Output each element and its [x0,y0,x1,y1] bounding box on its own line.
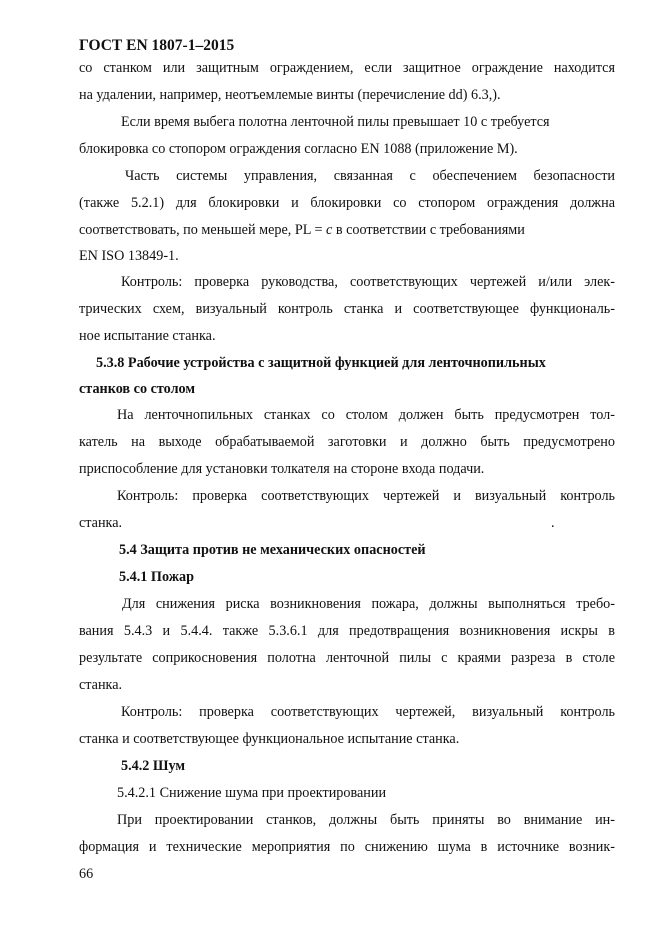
text-line: Часть системы управления, связанная с обеспечением безопасности [125,168,615,184]
text-line: станка и соответствующее функциональное испытание станка. [79,731,460,747]
text-line: EN ISO 13849-1. [79,248,179,264]
text-line: ное испытание станка. [79,328,216,344]
text-line: на удалении, например, неотъемлемые винты (перечисление dd) 6.3,). [79,87,501,103]
text-line: станка. [79,677,123,693]
text-line: со станком или защитным ограждением, если защитное ограждение находится [79,60,615,76]
text-line: приспособление для установки толкателя на стороне входа подачи. [79,461,485,477]
section-heading: станков со столом [79,381,196,397]
text-fragment: соответствовать, по меньшей мере, PL = [79,222,326,238]
text-line: На ленточнопильных станках со столом должен быть предусмотрен тол- [117,407,615,423]
text-line: Контроль: проверка соответствующих чертежей и визуальный контроль [117,488,615,504]
subsection-heading: 5.4.1 Пожар [119,569,194,585]
standard-header: ГОСТ EN 1807-1–2015 [79,37,235,54]
text-line: Если время выбега полотна ленточной пилы превышает 10 с требуется [121,114,550,130]
text-line: формация и технические мероприятия по снижению шума в источнике возник- [79,839,615,855]
text-fragment: станка. [79,515,123,531]
text-line: (также 5.2.1) для блокировки и блокировки со стопором ограждения должна [79,195,615,211]
text-line: Для снижения риска возникновения пожара, должны выполняться требо- [122,596,615,612]
text-fragment: в соответствии с требованиями [332,222,525,238]
performance-level-value: c [326,222,333,238]
section-heading: 5.3.8 Рабочие устройства с защитной функцией для ленточнопильных [96,355,546,371]
page-number: 66 [79,866,94,882]
text-line: вания 5.4.3 и 5.4.4. также 5.3.6.1 для предотвращения возникновения искры в [79,623,615,639]
clause-heading: 5.4.2.1 Снижение шума при проектировании [117,785,387,801]
text-line: Контроль: проверка соответствующих чертежей, визуальный контроль [121,704,615,720]
text-line [79,514,615,532]
text-line: катель на выходе обрабатываемой заготовки и должно быть предусмотрено [79,434,615,450]
section-heading: 5.4 Защита против не механических опасностей [119,542,426,558]
stray-dot: . [551,515,555,531]
text-line: При проектировании станков, должны быть приняты во внимание ин- [117,812,615,828]
text-line: результате соприкосновения полотна ленточной пилы с краями разреза в столе [79,650,615,666]
text-line: трических схем, визуальный контроль станка и соответствующее функциональ- [79,301,615,317]
text-line: блокировка со стопором ограждения согласно EN 1088 (приложение M). [79,141,518,157]
subsection-heading: 5.4.2 Шум [121,758,186,774]
text-line [79,221,615,239]
text-line: Контроль: проверка руководства, соответствующих чертежей и/или элек- [121,274,615,290]
